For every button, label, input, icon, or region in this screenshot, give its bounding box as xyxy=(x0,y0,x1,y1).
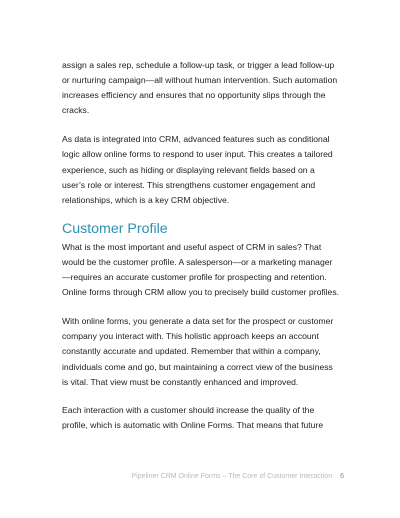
paragraph-automation: assign a sales rep, schedule a follow-up task, or trigger a lead follow-up or nurturing campaign—all without human intervention. Such automation increases efficiency and ensures that no opportunity slips through the cracks. xyxy=(62,60,338,116)
paragraph-customer-profile: What is the most important and useful aspect of CRM in sales? That would be the customer profile. A salesperson—or a marketing manager—requires an accurate customer profile for prospecting and retention. Online forms through CRM allow you to precisely build customer profiles. xyxy=(62,241,340,298)
section-heading: Customer Profile xyxy=(62,220,168,237)
paragraph-conditional-logic: As data is integrated into CRM, advanced features such as conditional logic allow online forms to respond to user input. This creates a tailored experience, such as hiding or displaying relevant fields based on a user’s role or interest. This strengthens customer engagement and relationships, which is a key CRM objective. xyxy=(62,134,333,205)
footer-title: Pipeliner CRM Online Forms – The Core of Customer Interaction xyxy=(131,473,333,480)
paragraph-data-set: With online forms, you generate a data set for the prospect or customer company you interact with. This holistic approach keeps an account constantly accurate and updated. Remember that within a company, individuals come and go, but maintaining a correct view of the business is vital. That view must be constantly enhanced and improved. xyxy=(62,316,334,387)
page-number: 6 xyxy=(340,473,344,480)
page-footer xyxy=(131,473,344,480)
paragraph-interaction: Each interaction with a customer should increase the quality of the profile, which is automatic with Online Forms. That means that future xyxy=(62,404,324,430)
page-body xyxy=(62,58,340,433)
